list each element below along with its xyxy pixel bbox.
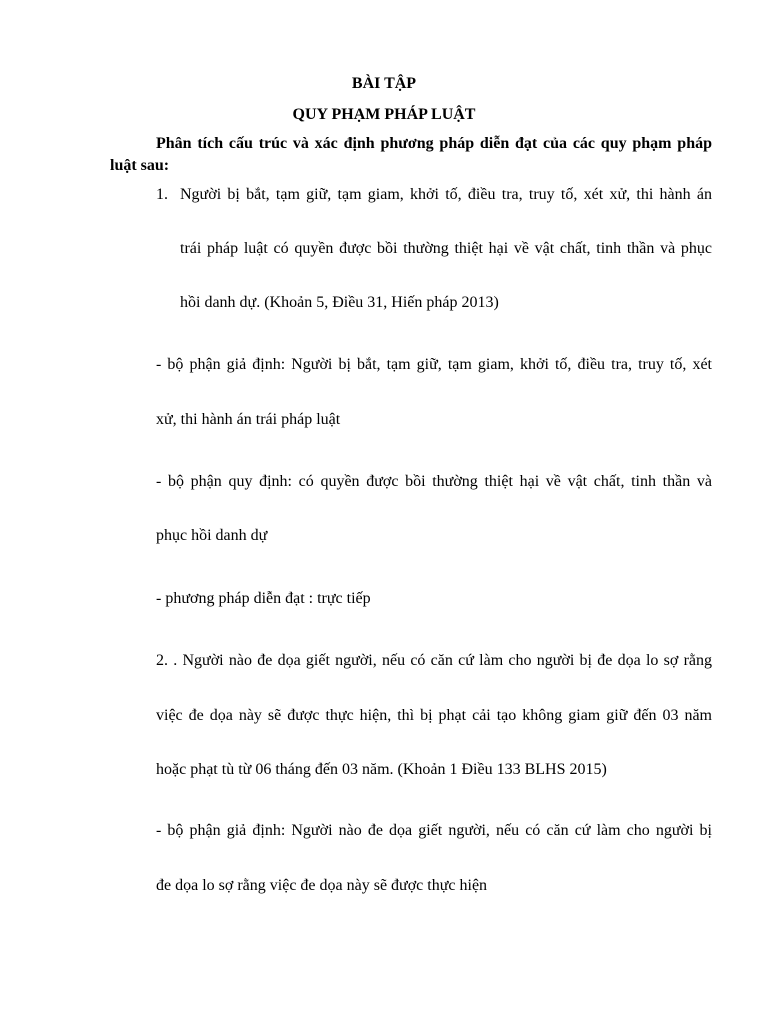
item1-method: - phương pháp diễn đạt : trực tiếp	[156, 590, 371, 607]
document-title: BÀI TẬP	[351, 75, 417, 92]
item1-provision-line-2: phục hồi danh dự	[156, 527, 268, 544]
item2-line-1: 2. . Người nào đe dọa giết người, nếu có căn cứ làm cho người bị đe dọa lo sợ rằng	[156, 652, 712, 669]
item2-line-3: hoặc phạt tù từ 06 tháng đến 03 năm. (Khoản 1 Điều 133 BLHS 2015)	[156, 761, 607, 778]
item2-assumption-line-2: đe dọa lo sợ rằng việc đe dọa này sẽ được thực hiện	[156, 877, 488, 894]
item2-assumption-line-1: - bộ phận giả định: Người nào đe dọa giết người, nếu có căn cứ làm cho người bị	[156, 822, 712, 839]
item1-line-2: trái pháp luật có quyền được bồi thường thiệt hại về vật chất, tinh thần và phục	[180, 240, 712, 257]
item1-assumption-line-1: - bộ phận giả định: Người bị bắt, tạm giữ, tạm giam, khởi tố, điều tra, truy tố, xét	[156, 356, 712, 373]
document-subtitle: QUY PHẠM PHÁP LUẬT	[292, 106, 476, 123]
instruction-line-1: Phân tích cấu trúc và xác định phương pháp diễn đạt của các quy phạm pháp	[156, 135, 712, 152]
item1-provision-line-1: - bộ phận quy định: có quyền được bồi thường thiệt hại về vật chất, tinh thần và	[156, 473, 712, 490]
item1-assumption-line-2: xử, thi hành án trái pháp luật	[156, 411, 341, 428]
item1-line-3: hồi danh dự. (Khoản 5, Điều 31, Hiến pháp 2013)	[180, 294, 499, 311]
instruction-line-2: luật sau:	[110, 157, 170, 174]
item1-number: 1.	[156, 186, 168, 203]
item1-line-1: Người bị bắt, tạm giữ, tạm giam, khởi tố, điều tra, truy tố, xét xử, thi hành án	[180, 186, 712, 203]
item2-line-2: việc đe dọa này sẽ được thực hiện, thì bị phạt cải tạo không giam giữ đến 03 năm	[156, 707, 712, 724]
